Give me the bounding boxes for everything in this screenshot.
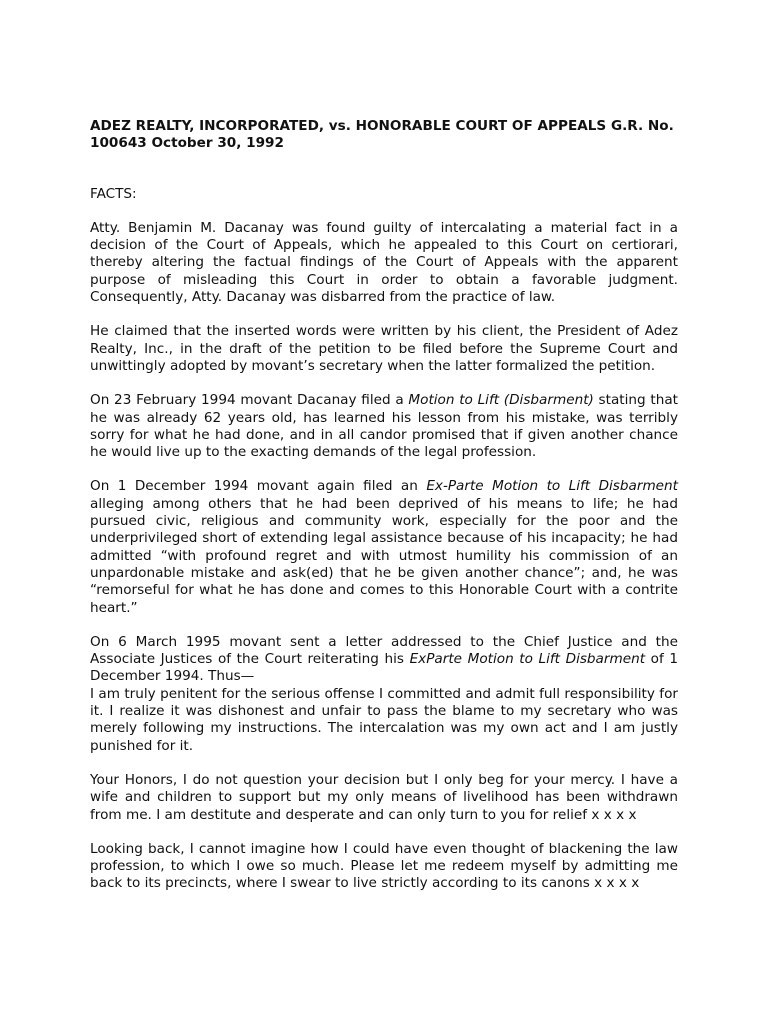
case-title: ADEZ REALTY, INCORPORATED, vs. HONORABLE COURT OF APPEALS G.R. No. 100643 October 30, 1992: [90, 118, 674, 152]
paragraph-letter: [90, 634, 678, 686]
document-page: [90, 118, 678, 893]
text-segment: of 1 December 1994. Thus—: [90, 651, 678, 685]
text-segment: On 6 March 1995 movant sent a letter addressed to the Chief Justice and the Associate Justices of the Court reiterating his: [90, 633, 678, 668]
text-segment: On 23 February 1994 movant Dacanay filed a: [90, 392, 409, 409]
italic-motion-title: Ex-Parte Motion to Lift Disbarment: [426, 478, 678, 495]
text-segment: On 1 December 1994 movant again filed an: [90, 478, 427, 495]
italic-motion-title: ExParte Motion to Lift Disbarment: [409, 651, 646, 668]
paragraph-mercy: Your Honors, I do not question your decision but I only beg for your mercy. I have a wife and children to support but my only means of livelihood has been withdrawn from me. I am destitute and desperate and can only turn to you for relief x x x x: [90, 771, 678, 823]
paragraph-motion-to-lift: [90, 392, 678, 461]
text-segment: stating that he was already 62 years old, has learned his lesson from his mistake, was terribly sorry for what he had done, and in all candor promised that if given another chance he would live up to the exacting demands of the legal profession.: [90, 392, 678, 461]
facts-heading: FACTS:: [90, 185, 137, 202]
text-segment: alleging among others that he had been deprived of his means to life; he had pursued civic, religious and community work, especially for the poor and the underprivileged short of extending legal assistance because of his incapacity; he had admitted “with profound regret and with utmost humility his commission of an unpardonable mistake and ask(ed) that he be given another chance”; and, he was “remorseful for what he has done and comes to this Honorable Court with a contrite heart.”: [90, 495, 678, 616]
paragraph-ex-parte-motion: [90, 478, 678, 616]
paragraph-disbarment: Atty. Benjamin M. Dacanay was found guilty of intercalating a material fact in a decision of the Court of Appeals, which he appealed to this Court on certiorari, thereby altering the factual findings of the Court of Appeals with the apparent purpose of misleading this Court in order to obtain a favorable judgment. Consequently, Atty. Dacanay was disbarred from the practice of law.: [90, 219, 678, 306]
paragraph-inserted-words: He claimed that the inserted words were written by his client, the President of Adez Realty, Inc., in the draft of the petition to be filed before the Supreme Court and unwittingly adopted by movant’s secretary when the latter formalized the petition.: [90, 323, 678, 374]
paragraph-penitent: I am truly penitent for the serious offense I committed and admit full responsibility for it. I realize it was dishonest and unfair to pass the blame to my secretary who was merely following my instructions. The intercalation was my own act and I am justly punished for it.: [90, 685, 678, 754]
paragraph-redeem: Looking back, I cannot imagine how I could have even thought of blackening the law profession, to which I owe so much. Please let me redeem myself by admitting me back to its precincts, where I swear to live strictly according to its canons x x x x: [90, 840, 678, 892]
italic-motion-title: Motion to Lift (Disbarment): [408, 392, 594, 409]
